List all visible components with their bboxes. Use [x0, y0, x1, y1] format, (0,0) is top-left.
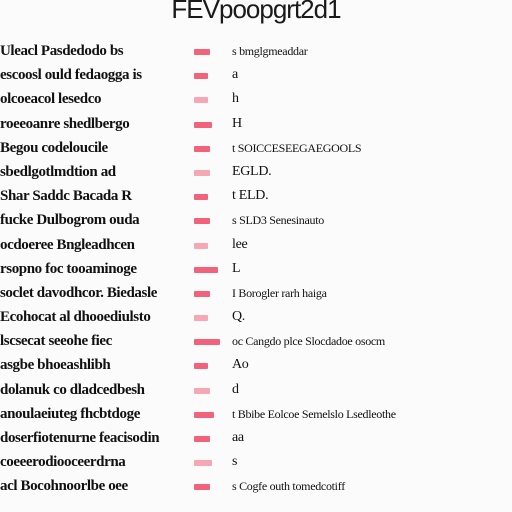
row-label: roeeoanre shedlbergo	[0, 115, 130, 132]
row-value: a	[232, 67, 238, 83]
row-label: asgbe bhoeashlibh	[0, 357, 111, 374]
row-label: escoosl ould fedaogga is	[0, 67, 142, 84]
highlight-marker	[194, 122, 212, 128]
list-item	[0, 113, 512, 137]
row-label: anoulaeiuteg fhcbtdoge	[0, 405, 140, 422]
list-item	[0, 234, 512, 258]
row-label: lscsecat seeohe fiec	[0, 333, 112, 350]
list-item	[0, 330, 512, 354]
row-value: h	[232, 91, 239, 107]
row-value: s bmglgmeaddar	[232, 44, 308, 58]
row-value: I Borogler rarh haiga	[232, 285, 327, 300]
highlight-marker	[194, 460, 212, 466]
row-label: doserfiotenurne feacisodin	[0, 430, 160, 446]
row-value: Q.	[232, 309, 246, 325]
highlight-marker	[194, 49, 210, 55]
highlight-marker	[194, 339, 220, 345]
row-value: s	[232, 454, 238, 470]
list-item	[0, 282, 512, 306]
row-value: EGLD.	[232, 163, 272, 179]
list-item	[0, 475, 512, 499]
highlight-marker	[194, 218, 210, 224]
highlight-marker	[194, 194, 208, 200]
row-value: aa	[232, 430, 244, 445]
list-item	[0, 403, 512, 427]
row-value: d	[232, 381, 239, 397]
list-item	[0, 137, 512, 161]
row-label: acl Bocohnoorlbe oee	[0, 478, 128, 495]
row-label: sbedlgotlmdtion ad	[0, 163, 116, 180]
row-value: t ELD.	[232, 188, 269, 204]
highlight-marker	[194, 484, 210, 490]
page-title: FEVpoopgrt2d1	[171, 0, 341, 24]
row-label: Shar Saddc Bacada R	[0, 188, 132, 205]
list-item	[0, 258, 512, 282]
row-value: s SLD3 Senesinauto	[232, 213, 324, 228]
row-label: coeeerodiooceerdrna	[0, 454, 126, 471]
highlight-marker	[194, 267, 218, 273]
highlight-marker	[194, 291, 210, 297]
list-item	[0, 64, 512, 88]
row-label: olcoeacol lesedco	[0, 91, 102, 108]
row-value: Ao	[232, 357, 249, 373]
row-value: oc Cangdo plce Slocdadoe osocm	[232, 334, 385, 349]
list-item	[0, 88, 512, 112]
highlight-marker	[194, 73, 208, 79]
highlight-marker	[194, 363, 208, 369]
row-label: rsopno foc tooaminoge	[0, 260, 137, 277]
row-label: dolanuk co dladcedbesh	[0, 381, 145, 398]
row-label: Ecohocat al dhooediulsto	[0, 309, 151, 326]
list-item	[0, 185, 512, 209]
list-item	[0, 354, 512, 378]
row-value: t SOICCESEEGAEGOOLS	[232, 140, 362, 155]
row-value: t Bbibe Eolcoe Semelslo Lsedleothe	[232, 406, 396, 421]
row-value: s Cogfe outh tomedcotiff	[232, 479, 345, 494]
row-label: Uleacl Pasdedodo bs	[0, 43, 124, 59]
highlight-marker	[194, 388, 210, 394]
highlight-marker	[194, 243, 208, 249]
list-item	[0, 306, 512, 330]
list-item	[0, 451, 512, 475]
row-label: fucke Dulbogrom ouda	[0, 212, 140, 229]
highlight-marker	[194, 412, 214, 418]
list-item	[0, 379, 512, 403]
row-label: Begou codeloucile	[0, 139, 108, 156]
row-value: H	[232, 115, 242, 131]
list-item	[0, 209, 512, 233]
highlight-marker	[194, 97, 208, 103]
highlight-marker	[194, 315, 208, 321]
row-list	[0, 40, 512, 500]
row-label: ocdoeree Bngleadhcen	[0, 236, 135, 253]
row-value: L	[232, 260, 241, 276]
list-item	[0, 427, 512, 451]
row-label: soclet davodhcor. Biedasle	[0, 284, 157, 301]
list-item	[0, 161, 512, 185]
highlight-marker	[194, 146, 210, 152]
highlight-marker	[194, 170, 210, 176]
highlight-marker	[194, 436, 210, 442]
list-item	[0, 40, 512, 64]
row-value: lee	[232, 236, 248, 252]
